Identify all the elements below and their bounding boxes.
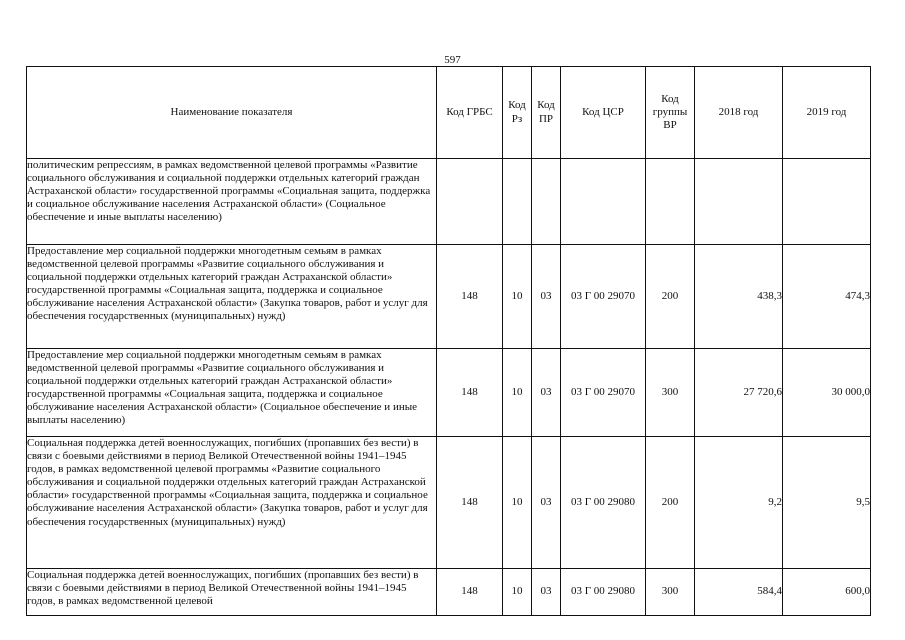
row-pr: 03 bbox=[532, 437, 561, 569]
row-grbs bbox=[437, 159, 503, 245]
row-2018: 27 720,6 bbox=[695, 349, 783, 437]
table-row bbox=[27, 349, 871, 437]
row-2018 bbox=[695, 159, 783, 245]
row-csr: 03 Г 00 29070 bbox=[561, 245, 646, 349]
budget-table bbox=[26, 66, 871, 616]
row-vr: 200 bbox=[646, 437, 695, 569]
row-name: Предоставление мер социальной поддержки многодетным семьям в рамках ведомственной целевой программы «Развитие социального обслуживания и социальной поддержки отдельных категорий граждан Астраханской области» государственной программы «Социальная защита, поддержка и социальное обслуживание населения Астраханской области» (Социальное обеспечение и иные выплаты населению) bbox=[27, 349, 437, 437]
row-name: Социальная поддержка детей военнослужащих, погибших (пропавших без вести) в связи с боевыми действиями в период Великой Отечественной войны 1941–1945 годов, в рамках ведомственной целевой программы «Развитие социального обслуживания и социальной поддержки отдельных категорий граждан Астраханской области» государственной программы «Социальная защита, поддержка и социальное обслуживание населения Астраханской области» (Закупка товаров, работ и услуг для обеспечения государственных (муниципальных) нужд) bbox=[27, 437, 437, 569]
row-2018: 584,4 bbox=[695, 569, 783, 616]
header-row bbox=[27, 67, 871, 159]
table-row bbox=[27, 437, 871, 569]
row-rz bbox=[503, 159, 532, 245]
row-2018: 9,2 bbox=[695, 437, 783, 569]
header-name: Наименование показателя bbox=[27, 67, 437, 159]
row-grbs: 148 bbox=[437, 569, 503, 616]
table-row bbox=[27, 569, 871, 616]
row-pr: 03 bbox=[532, 349, 561, 437]
row-csr: 03 Г 00 29080 bbox=[561, 569, 646, 616]
row-name: Социальная поддержка детей военнослужащих, погибших (пропавших без вести) в связи с боевыми действиями в период Великой Отечественной войны 1941–1945 годов, в рамках ведомственной целевой bbox=[27, 569, 437, 616]
row-csr: 03 Г 00 29080 bbox=[561, 437, 646, 569]
row-grbs: 148 bbox=[437, 437, 503, 569]
row-rz: 10 bbox=[503, 349, 532, 437]
header-grbs: Код ГРБС bbox=[437, 67, 503, 159]
row-pr: 03 bbox=[532, 569, 561, 616]
header-2018: 2018 год bbox=[695, 67, 783, 159]
row-pr bbox=[532, 159, 561, 245]
table-row bbox=[27, 159, 871, 245]
table-row bbox=[27, 245, 871, 349]
row-rz: 10 bbox=[503, 569, 532, 616]
header-2019: 2019 год bbox=[783, 67, 871, 159]
row-2018: 438,3 bbox=[695, 245, 783, 349]
row-rz: 10 bbox=[503, 245, 532, 349]
row-grbs: 148 bbox=[437, 245, 503, 349]
header-vr: Код группы ВР bbox=[646, 67, 695, 159]
row-grbs: 148 bbox=[437, 349, 503, 437]
row-2019: 600,0 bbox=[783, 569, 871, 616]
header-rz: Код Рз bbox=[503, 67, 532, 159]
row-vr: 300 bbox=[646, 349, 695, 437]
row-vr bbox=[646, 159, 695, 245]
row-csr bbox=[561, 159, 646, 245]
row-name: Предоставление мер социальной поддержки многодетным семьям в рамках ведомственной целевой программы «Развитие социального обслуживания и социальной поддержки отдельных категорий граждан Астраханской области» государственной программы «Социальная защита, поддержка и социальное обслуживание населения Астраханской области» (Закупка товаров, работ и услуг для обеспечения государственных (муниципальных) нужд) bbox=[27, 245, 437, 349]
row-2019: 9,5 bbox=[783, 437, 871, 569]
row-rz: 10 bbox=[503, 437, 532, 569]
page-number: 597 bbox=[444, 54, 461, 66]
header-csr: Код ЦСР bbox=[561, 67, 646, 159]
row-2019: 30 000,0 bbox=[783, 349, 871, 437]
header-pr: Код ПР bbox=[532, 67, 561, 159]
row-2019: 474,3 bbox=[783, 245, 871, 349]
row-pr: 03 bbox=[532, 245, 561, 349]
row-2019 bbox=[783, 159, 871, 245]
row-name: политическим репрессиям, в рамках ведомственной целевой программы «Развитие социального обслуживания и социальной поддержки отдельных категорий граждан Астраханской области» государственной программы «Социальная защита, поддержка и социальное обслуживание населения Астраханской области» (Социальное обеспечение и иные выплаты населению) bbox=[27, 159, 437, 245]
row-csr: 03 Г 00 29070 bbox=[561, 349, 646, 437]
row-vr: 300 bbox=[646, 569, 695, 616]
row-vr: 200 bbox=[646, 245, 695, 349]
